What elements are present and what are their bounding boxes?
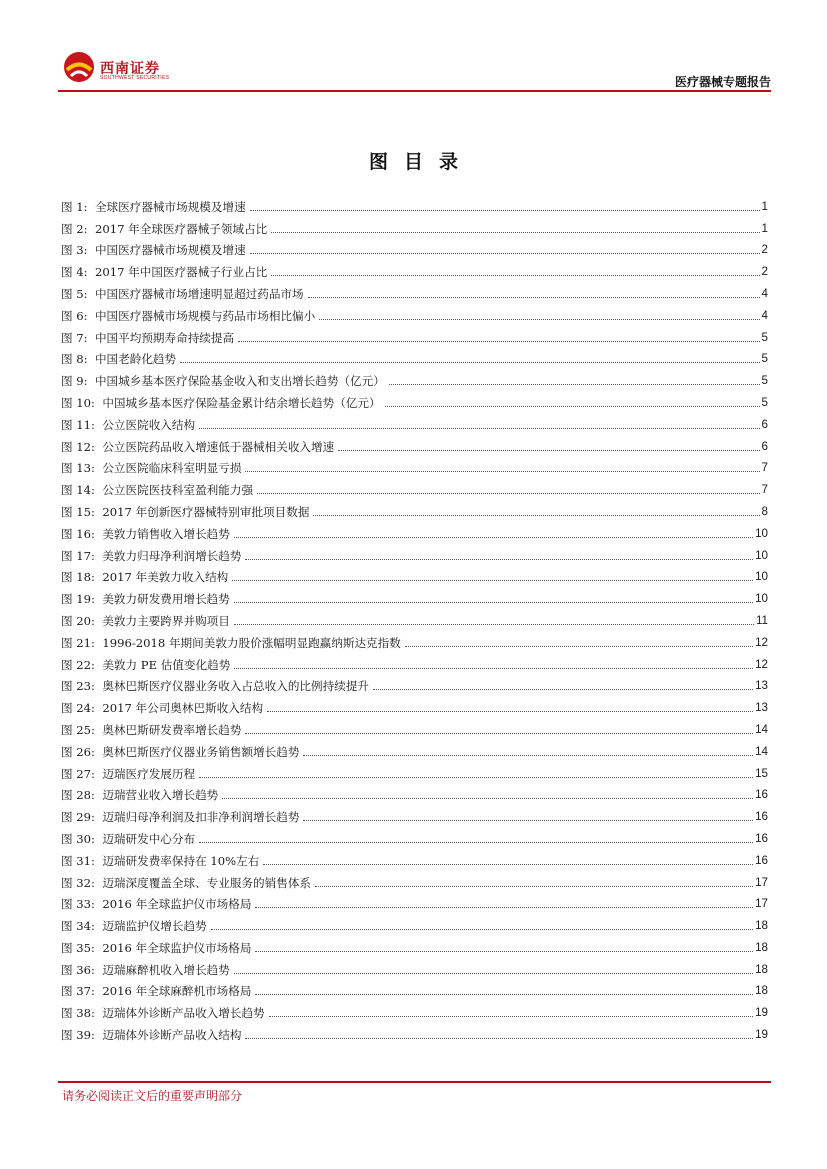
toc-page-number: 17: [755, 897, 768, 911]
toc-leader-dots: [255, 907, 753, 908]
toc-entry-label: 图 18:: [61, 570, 95, 585]
toc-leader-dots: [245, 1038, 753, 1039]
toc-entry[interactable]: [61, 541, 768, 563]
toc-entry-label: 图 39:: [61, 1028, 95, 1043]
toc-page-number: 16: [755, 831, 768, 845]
toc-entry-caption: 迈瑞营业收入增长趋势: [102, 788, 219, 803]
toc-page-number: 8: [761, 504, 768, 518]
toc-entry-caption: 中国医疗器械市场增速明显超过药品市场: [94, 286, 304, 301]
toc-entry-label: 图 3:: [61, 243, 88, 258]
toc-entry-caption: 迈瑞深度覆盖全球、专业服务的销售体系: [102, 875, 312, 890]
toc-page-number: 1: [761, 199, 768, 213]
toc-entry-caption: 迈瑞医疗发展历程: [102, 766, 196, 781]
toc-page-number: 16: [755, 853, 768, 867]
toc-entry[interactable]: [61, 759, 768, 781]
toc-entry[interactable]: [61, 933, 768, 955]
toc-entry-label: 图 25:: [61, 722, 95, 737]
toc-leader-dots: [267, 711, 753, 712]
toc-entry-title: [61, 832, 197, 846]
toc-entry[interactable]: [61, 236, 768, 258]
toc-entry[interactable]: [61, 192, 768, 214]
toc-entry[interactable]: [61, 977, 768, 999]
toc-page-number: 19: [755, 1006, 768, 1020]
toc-entry-title: [61, 963, 232, 977]
toc-entry[interactable]: [61, 868, 768, 890]
toc-leader-dots: [234, 624, 754, 625]
toc-leader-dots: [234, 973, 753, 974]
toc-page-number: 1: [761, 221, 768, 235]
toc-entry-title: [61, 222, 269, 236]
toc-entry-caption: 2017 年公司奥林巴斯收入结构: [102, 701, 264, 716]
toc-page-number: 5: [761, 330, 768, 344]
toc-entry-title: [61, 374, 387, 388]
toc-page-number: 5: [761, 395, 768, 409]
toc-leader-dots: [271, 275, 759, 276]
toc-page-number: 18: [755, 919, 768, 933]
toc-page-number: 10: [755, 592, 768, 606]
toc-entry-label: 图 33:: [61, 897, 95, 912]
toc-page-number: 10: [755, 548, 768, 562]
toc-entry-title: [61, 483, 255, 497]
toc-entry-caption: 2017 年中国医疗器械子行业占比: [94, 265, 268, 280]
toc-page-number: 6: [761, 439, 768, 453]
toc-entry-label: 图 36:: [61, 962, 95, 977]
toc-leader-dots: [250, 210, 760, 211]
toc-entry-label: 图 2:: [61, 221, 88, 236]
toc-leader-dots: [232, 580, 753, 581]
toc-entry-caption: 奥林巴斯研发费率增长趋势: [102, 722, 242, 737]
toc-leader-dots: [222, 798, 753, 799]
toc-entry-label: 图 7:: [61, 330, 88, 345]
toc-entry-caption: 美敦力 PE 估值变化趋势: [102, 657, 231, 672]
toc-entry-label: 图 21:: [61, 635, 95, 650]
toc-entry[interactable]: [61, 214, 768, 236]
toc-leader-dots: [303, 820, 753, 821]
toc-page-number: 4: [761, 286, 768, 300]
toc-entry-caption: 公立医院药品收入增速低于器械相关收入增速: [102, 439, 335, 454]
toc-leader-dots: [255, 994, 753, 995]
toc-entry-title: [61, 1006, 267, 1020]
toc-leader-dots: [389, 384, 760, 385]
toc-entry-caption: 2017 年创新医疗器械特别审批项目数据: [102, 504, 310, 519]
company-logo[interactable]: [62, 50, 182, 84]
toc-leader-dots: [211, 929, 753, 930]
page-header: [58, 46, 771, 92]
toc-entry-title: [61, 505, 311, 519]
toc-leader-dots: [250, 253, 760, 254]
toc-entry-caption: 中国医疗器械市场规模及增速: [94, 243, 246, 258]
toc-entry-title: [61, 876, 313, 890]
toc-entry-caption: 奥林巴斯医疗仪器业务收入占总收入的比例持续提升: [102, 679, 369, 694]
toc-leader-dots: [338, 450, 759, 451]
toc-entry-caption: 迈瑞麻醉机收入增长趋势: [102, 962, 230, 977]
toc-entry[interactable]: [61, 323, 768, 345]
toc-entry[interactable]: [61, 1020, 768, 1042]
toc-entry[interactable]: [61, 584, 768, 606]
toc-entry-caption: 美敦力研发费用增长趋势: [102, 592, 230, 607]
toc-entry-label: 图 29:: [61, 810, 95, 825]
toc-entry[interactable]: [61, 781, 768, 803]
toc-page-number: 18: [755, 984, 768, 998]
toc-entry-caption: 迈瑞监护仪增长趋势: [102, 919, 207, 934]
toc-entry[interactable]: [61, 998, 768, 1020]
toc-leader-dots: [255, 951, 753, 952]
toc-entry-label: 图 1:: [61, 199, 88, 214]
toc-entry[interactable]: [61, 715, 768, 737]
toc-entry-title: [61, 352, 178, 366]
toc-entry-title: [61, 396, 383, 410]
toc-page-number: 6: [761, 417, 768, 431]
footer-disclaimer: 请务必阅读正文后的重要声明部分: [62, 1089, 243, 1103]
toc-entry[interactable]: [61, 366, 768, 388]
toc-entry-label: 图 5:: [61, 286, 88, 301]
toc-entry-title: [61, 200, 248, 214]
toc-entry-label: 图 10:: [61, 395, 95, 410]
toc-entry-title: [61, 418, 197, 432]
toc-entry-title: [61, 701, 265, 715]
toc-entry-label: 图 26:: [61, 744, 95, 759]
toc-entry-title: [61, 941, 253, 955]
toc-entry-caption: 迈瑞归母净利润及扣非净利润增长趋势: [102, 810, 300, 825]
toc-page-number: 7: [761, 483, 768, 497]
toc-leader-dots: [257, 493, 759, 494]
toc-entry-caption: 中国城乡基本医疗保险基金收入和支出增长趋势（亿元）: [94, 374, 385, 389]
table-of-figures: [61, 192, 768, 1042]
toc-entry[interactable]: [61, 454, 768, 476]
toc-entry-title: [61, 309, 317, 323]
toc-entry-caption: 美敦力归母净利润增长趋势: [102, 548, 242, 563]
toc-leader-dots: [308, 297, 760, 298]
toc-leader-dots: [245, 559, 753, 560]
toc-page-number: 7: [761, 461, 768, 475]
toc-entry[interactable]: [61, 257, 768, 279]
toc-entry[interactable]: [61, 693, 768, 715]
toc-entry-label: 图 28:: [61, 788, 95, 803]
toc-entry-caption: 迈瑞体外诊断产品收入结构: [102, 1028, 242, 1043]
toc-page-number: 11: [755, 613, 768, 627]
toc-entry-label: 图 8:: [61, 352, 88, 367]
toc-entry-title: [61, 745, 301, 759]
toc-entry[interactable]: [61, 432, 768, 454]
toc-page-number: 15: [755, 766, 768, 780]
toc-entry[interactable]: [61, 345, 768, 367]
toc-entry-title: [61, 592, 232, 606]
toc-page-number: 10: [755, 570, 768, 584]
toc-leader-dots: [234, 668, 753, 669]
toc-entry-title: [61, 243, 248, 257]
toc-entry-caption: 奥林巴斯医疗仪器业务销售额增长趋势: [102, 744, 300, 759]
toc-page-number: 2: [761, 243, 768, 257]
toc-page-number: 16: [755, 810, 768, 824]
toc-entry[interactable]: [61, 672, 768, 694]
toc-entry-caption: 美敦力主要跨界并购项目: [102, 613, 230, 628]
toc-entry[interactable]: [61, 563, 768, 585]
toc-entry[interactable]: [61, 301, 768, 323]
toc-entry[interactable]: [61, 628, 768, 650]
toc-page-number: 19: [755, 1028, 768, 1042]
toc-page-number: 14: [755, 744, 768, 758]
toc-entry[interactable]: [61, 279, 768, 301]
toc-page-number: 5: [761, 352, 768, 366]
toc-entry[interactable]: [61, 890, 768, 912]
toc-entry-label: 图 34:: [61, 919, 95, 934]
toc-entry-caption: 公立医院临床科室明显亏损: [102, 461, 242, 476]
toc-entry-title: [61, 461, 243, 475]
toc-leader-dots: [234, 537, 753, 538]
toc-leader-dots: [180, 362, 759, 363]
toc-leader-dots: [245, 471, 759, 472]
toc-entry-title: [61, 919, 209, 933]
toc-page-number: 17: [755, 875, 768, 889]
footer-divider: [58, 1081, 771, 1083]
toc-entry-label: 图 23:: [61, 679, 95, 694]
toc-entry-label: 图 14:: [61, 483, 95, 498]
toc-entry-label: 图 15:: [61, 504, 95, 519]
toc-leader-dots: [199, 842, 753, 843]
toc-entry-label: 图 32:: [61, 875, 95, 890]
toc-entry-title: [61, 440, 336, 454]
toc-entry[interactable]: [61, 410, 768, 432]
toc-leader-dots: [245, 733, 753, 734]
toc-page-number: 18: [755, 962, 768, 976]
toc-entry-caption: 中国医疗器械市场规模与药品市场相比偏小: [94, 308, 316, 323]
toc-entry-label: 图 20:: [61, 613, 95, 628]
toc-entry-caption: 2016 年全球麻醉机市场格局: [102, 984, 252, 999]
toc-leader-dots: [405, 646, 753, 647]
toc-entry[interactable]: [61, 955, 768, 977]
toc-entry-label: 图 9:: [61, 374, 88, 389]
toc-entry-caption: 公立医院医技科室盈利能力强: [102, 483, 254, 498]
toc-entry-label: 图 38:: [61, 1006, 95, 1021]
toc-entry-title: [61, 636, 403, 650]
logo-english-text: SOUTHWEST SECURITIES: [100, 75, 170, 81]
toc-entry-caption: 中国平均预期寿命持续提高: [94, 330, 235, 345]
toc-leader-dots: [263, 864, 753, 865]
toc-entry-label: 图 6:: [61, 308, 88, 323]
toc-entry-caption: 公立医院收入结构: [102, 417, 196, 432]
toc-leader-dots: [315, 886, 753, 887]
toc-leader-dots: [234, 602, 753, 603]
toc-entry-label: 图 13:: [61, 461, 95, 476]
toc-entry-caption: 1996-2018 年期间美敦力股价涨幅明显跑赢纳斯达克指数: [102, 635, 401, 650]
toc-entry[interactable]: [61, 650, 768, 672]
toc-page-number: 18: [755, 940, 768, 954]
toc-entry-label: 图 31:: [61, 853, 95, 868]
toc-entry-title: [61, 767, 197, 781]
toc-entry-caption: 美敦力销售收入增长趋势: [102, 526, 230, 541]
toc-entry-caption: 迈瑞体外诊断产品收入增长趋势: [102, 1006, 265, 1021]
toc-entry-label: 图 17:: [61, 548, 95, 563]
toc-entry-label: 图 37:: [61, 984, 95, 999]
toc-entry-title: [61, 570, 230, 584]
toc-entry-title: [61, 984, 253, 998]
toc-entry-title: [61, 810, 301, 824]
toc-entry-title: [61, 287, 306, 301]
toc-entry[interactable]: [61, 606, 768, 628]
toc-page-number: 5: [761, 374, 768, 388]
toc-leader-dots: [385, 406, 760, 407]
page-title: 图目录: [368, 151, 474, 173]
toc-entry-caption: 中国老龄化趋势: [94, 352, 177, 367]
toc-entry-label: 图 4:: [61, 265, 88, 280]
toc-entry-label: 图 35:: [61, 940, 95, 955]
toc-entry[interactable]: [61, 475, 768, 497]
toc-entry-title: [61, 679, 371, 693]
logo-mark-icon: [62, 50, 96, 84]
toc-leader-dots: [199, 777, 753, 778]
toc-page-number: 12: [755, 635, 768, 649]
toc-entry-title: [61, 549, 243, 563]
toc-page-number: 10: [755, 526, 768, 540]
toc-entry-caption: 2017 年全球医疗器械子领域占比: [94, 221, 268, 236]
toc-leader-dots: [303, 755, 753, 756]
toc-entry-title: [61, 265, 269, 279]
toc-leader-dots: [238, 341, 759, 342]
toc-entry-caption: 迈瑞研发费率保持在 10%左右: [102, 853, 260, 868]
toc-entry-caption: 迈瑞研发中心分布: [102, 831, 196, 846]
toc-entry-label: 图 24:: [61, 701, 95, 716]
toc-entry-label: 图 30:: [61, 831, 95, 846]
toc-entry-title: [61, 331, 236, 345]
toc-entry-title: [61, 1028, 243, 1042]
report-title: 医疗器械专题报告: [674, 75, 771, 89]
toc-entry-label: 图 16:: [61, 526, 95, 541]
toc-entry-title: [61, 788, 220, 802]
toc-entry[interactable]: [61, 802, 768, 824]
toc-leader-dots: [313, 515, 759, 516]
toc-entry-label: 图 12:: [61, 439, 95, 454]
toc-entry[interactable]: [61, 911, 768, 933]
toc-entry-label: 图 19:: [61, 592, 95, 607]
toc-page-number: 2: [761, 265, 768, 279]
toc-entry-label: 图 27:: [61, 766, 95, 781]
toc-entry[interactable]: [61, 846, 768, 868]
toc-entry-caption: 2016 年全球监护仪市场格局: [102, 940, 252, 955]
toc-page-number: 14: [755, 722, 768, 736]
toc-page-number: 13: [755, 701, 768, 715]
toc-page-number: 16: [755, 788, 768, 802]
toc-leader-dots: [319, 319, 759, 320]
toc-entry-caption: 2017 年美敦力收入结构: [102, 570, 229, 585]
toc-entry-title: [61, 614, 232, 628]
toc-entry-title: [61, 854, 261, 868]
header-divider: [58, 90, 771, 92]
toc-entry-title: [61, 897, 253, 911]
toc-page-number: 12: [755, 657, 768, 671]
toc-entry-caption: 中国城乡基本医疗保险基金累计结余增长趋势（亿元）: [102, 395, 381, 410]
logo-chinese-text: 西南证券: [100, 61, 160, 77]
toc-entry[interactable]: [61, 497, 768, 519]
toc-leader-dots: [199, 428, 759, 429]
toc-leader-dots: [271, 232, 759, 233]
toc-entry-title: [61, 658, 232, 672]
toc-entry-caption: 全球医疗器械市场规模及增速: [94, 199, 246, 214]
toc-entry-caption: 2016 年全球监护仪市场格局: [102, 897, 252, 912]
toc-entry-label: 图 11:: [61, 417, 95, 432]
toc-entry-label: 图 22:: [61, 657, 95, 672]
toc-page-number: 4: [761, 308, 768, 322]
toc-leader-dots: [269, 1016, 753, 1017]
toc-entry[interactable]: [61, 519, 768, 541]
toc-leader-dots: [373, 689, 753, 690]
toc-page-number: 13: [755, 679, 768, 693]
toc-entry[interactable]: [61, 388, 768, 410]
toc-entry[interactable]: [61, 737, 768, 759]
toc-entry-title: [61, 527, 232, 541]
toc-entry[interactable]: [61, 824, 768, 846]
toc-entry-title: [61, 723, 243, 737]
